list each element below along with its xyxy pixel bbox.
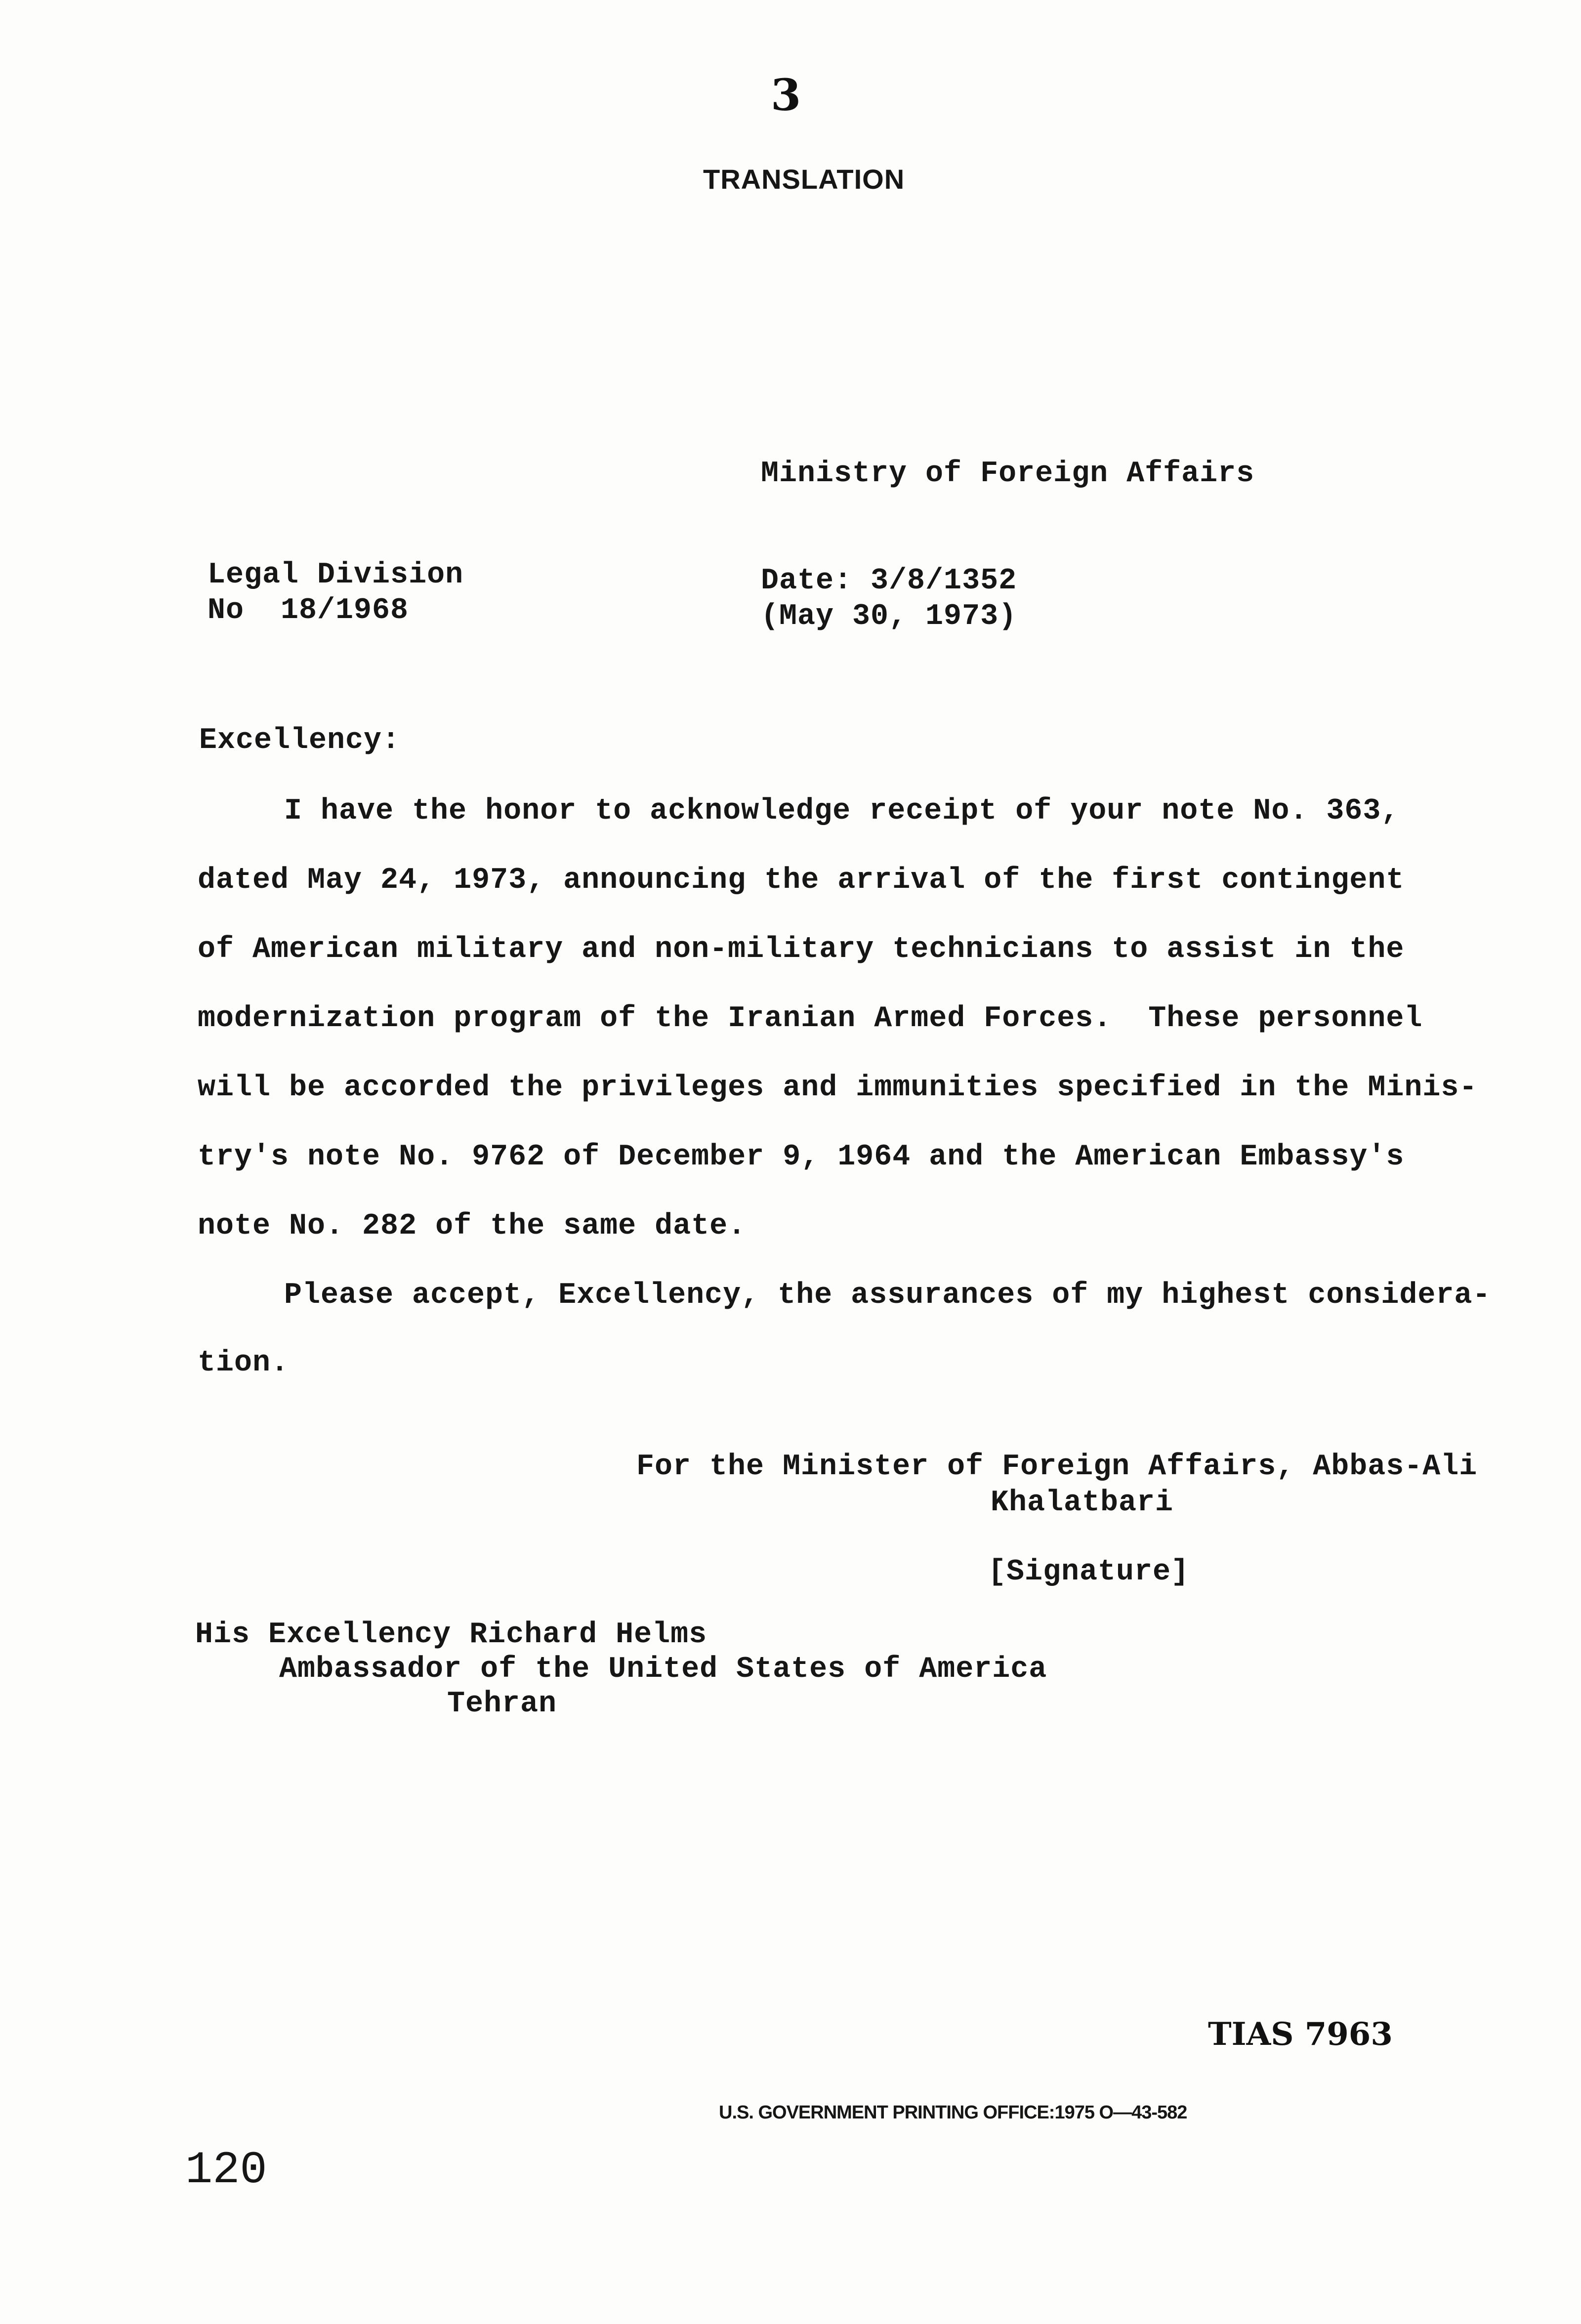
reference-number: No 18/1968	[208, 594, 409, 627]
date-block	[761, 563, 1017, 634]
division-name: Legal Division	[208, 558, 464, 592]
ministry-name: Ministry of Foreign Affairs	[761, 457, 1255, 491]
body-line: tion.	[198, 1346, 290, 1380]
addressee-name: His Excellency Richard Helms	[195, 1618, 707, 1652]
date-gregorian: (May 30, 1973)	[761, 600, 1017, 633]
addressee-title: Ambassador of the United States of America	[279, 1653, 1047, 1686]
signature-line: For the Minister of Foreign Affairs, Abbas-Ali	[636, 1450, 1478, 1484]
addressee-city: Tehran	[447, 1687, 557, 1721]
signatory-name: Khalatbari	[991, 1486, 1174, 1520]
printer-imprint: U.S. GOVERNMENT PRINTING OFFICE:1975 O—43-582	[719, 2102, 1187, 2123]
tias-number: TIAS 7963	[1208, 2016, 1393, 2053]
body-line: try's note No. 9762 of December 9, 1964 and the American Embassy's	[198, 1140, 1405, 1174]
legal-division-block	[208, 557, 463, 628]
body-line: Please accept, Excellency, the assurances of my highest considera-	[284, 1279, 1491, 1312]
page-number-bottom: 120	[185, 2144, 267, 2196]
salutation: Excellency:	[199, 724, 401, 757]
page-number-top: 3	[771, 69, 801, 121]
signature-mark: [Signature]	[988, 1555, 1190, 1589]
body-line: I have the honor to acknowledge receipt of your note No. 363,	[284, 794, 1400, 828]
body-line: dated May 24, 1973, announcing the arrival of the first contingent	[198, 864, 1405, 897]
body-line: of American military and non-military technicians to assist in the	[198, 933, 1405, 966]
body-line: note No. 282 of the same date.	[198, 1209, 747, 1243]
translation-heading: TRANSLATION	[703, 164, 905, 195]
body-line: will be accorded the privileges and immunities specified in the Minis-	[198, 1071, 1478, 1105]
date-line: Date: 3/8/1352	[761, 564, 1017, 598]
body-line: modernization program of the Iranian Armed Forces. These personnel	[198, 1002, 1423, 1036]
